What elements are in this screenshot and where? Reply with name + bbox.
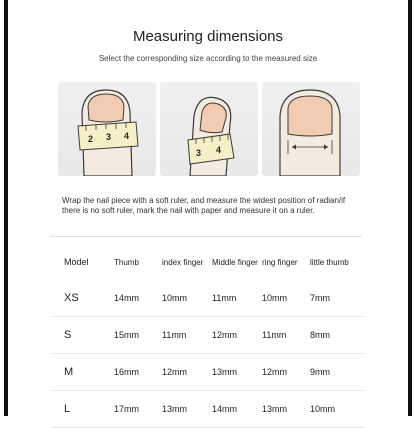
illustration-wrap-ruler-angled — [160, 82, 258, 176]
cell-ring: 10mm — [262, 293, 288, 303]
illustration-wrap-ruler-thumb — [58, 82, 156, 176]
header-little-thumb: little thumb — [310, 257, 349, 267]
size-table — [52, 244, 364, 428]
cell-little: 7mm — [310, 293, 330, 303]
nail-width-illustration — [262, 82, 360, 176]
cell-ring: 12mm — [262, 367, 288, 377]
cell-little: 10mm — [310, 404, 336, 414]
cell-model: L — [64, 403, 71, 415]
cell-index: 12mm — [162, 367, 188, 377]
finger-ruler-illustration-1 — [58, 82, 156, 176]
cell-thumb: 14mm — [114, 293, 140, 303]
cell-middle: 11mm — [212, 293, 237, 303]
header-ring-finger: ring finger — [262, 257, 298, 267]
cell-middle: 12mm — [212, 330, 238, 340]
header-thumb: Thumb — [114, 257, 139, 267]
cell-thumb: 17mm — [114, 404, 140, 414]
cell-little: 9mm — [310, 367, 330, 377]
table-row — [52, 391, 364, 428]
header-index-finger: index finger — [162, 257, 204, 267]
cell-model: S — [64, 329, 72, 341]
cell-ring: 13mm — [262, 404, 288, 414]
cell-thumb: 16mm — [114, 367, 140, 377]
header-model: Model — [64, 256, 89, 267]
table-row — [52, 354, 364, 391]
cell-middle: 14mm — [212, 404, 238, 414]
cell-model: M — [64, 366, 74, 378]
cell-thumb: 15mm — [114, 330, 140, 340]
measuring-instruction: Wrap the nail piece with a soft ruler, and measure the widest position of radian/if there is no soft ruler, mark the nail with paper and measure it on a ruler. — [62, 196, 346, 215]
finger-ruler-illustration-2 — [160, 82, 258, 176]
ruler-number-4b: 4 — [216, 145, 222, 155]
cell-middle: 13mm — [212, 367, 238, 377]
ruler-number-2: 2 — [88, 134, 94, 144]
cell-index: 13mm — [162, 404, 188, 414]
section-divider — [50, 236, 362, 237]
page-subtitle: Select the corresponding size according to the measured size — [98, 54, 318, 63]
page-title: Measuring dimensions — [132, 28, 284, 45]
cell-index: 11mm — [162, 330, 187, 340]
table-header-row — [52, 244, 364, 280]
cell-ring: 11mm — [262, 330, 287, 340]
cell-little: 8mm — [310, 330, 330, 340]
ruler-number-3b: 3 — [196, 148, 202, 158]
table-row — [52, 280, 364, 317]
table-row — [52, 317, 364, 354]
cell-index: 10mm — [162, 293, 188, 303]
illustration-nail-width — [262, 82, 360, 176]
cell-model: XS — [64, 292, 79, 304]
ruler-number-3: 3 — [106, 132, 112, 142]
header-middle-finger: Middle finger — [212, 257, 258, 267]
ruler-number-4: 4 — [124, 131, 130, 141]
